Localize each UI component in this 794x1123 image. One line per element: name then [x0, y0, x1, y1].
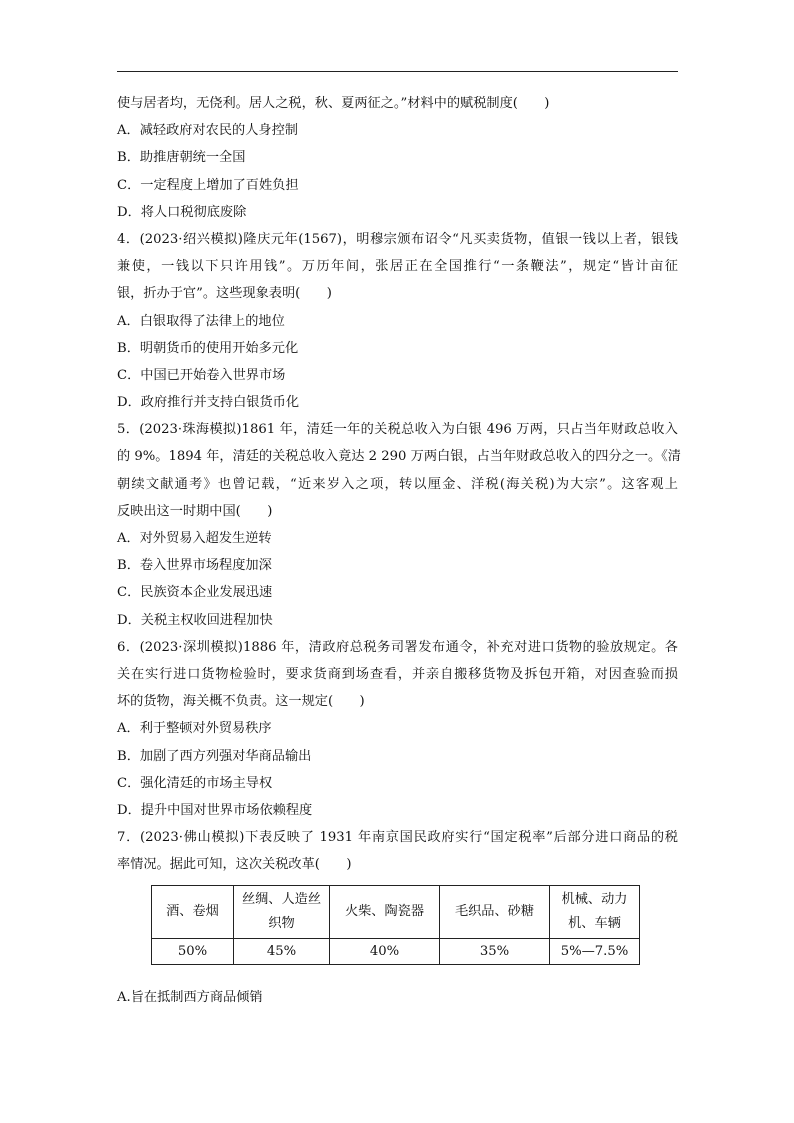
- question-4-stem: 银，折办于官”。这些现象表明( ): [117, 286, 332, 302]
- option-d: D．将人口税彻底废除: [117, 204, 247, 220]
- text-line: 使与居者均，无侥利。居人之税，秋、夏两征之。”材料中的赋税制度( ): [117, 96, 550, 111]
- option-a: A．白银取得了法律上的地位: [117, 313, 285, 329]
- table-header-cell: 酒、卷烟: [152, 886, 234, 939]
- table-header-cell: 丝绸、人造丝 织物: [234, 886, 330, 939]
- question-7-stem: 率情况。据此可知，这次关税改革( ): [117, 857, 352, 873]
- tariff-table-wrap: [151, 885, 678, 965]
- question-5-stem: 的 9%。1894 年，清廷的关税总收入竟达 2 290 万两白银，占当年财政总收入的四分之一。《清: [117, 449, 681, 465]
- table-header-cell: 火柴、陶瓷器: [330, 886, 440, 939]
- table-header-cell: 机械、动力 机、车辆: [550, 886, 640, 939]
- option-d: D．关税主权收回进程加快: [117, 612, 273, 628]
- question-6-stem: 6．(2023·深圳模拟)1886 年，清政府总税务司署发布通令，补充对进口货物的验放规定。各: [117, 639, 678, 655]
- option-c: C．一定程度上增加了百姓负担: [117, 177, 299, 193]
- option-b: B．明朝货币的使用开始多元化: [117, 340, 299, 356]
- header-rule: [117, 71, 678, 72]
- table-cell: 45%: [234, 939, 330, 965]
- option-a: A．减轻政府对农民的人身控制: [117, 123, 298, 139]
- table-header-row: [152, 886, 640, 939]
- table-row: [152, 939, 640, 965]
- question-6-stem: 关在实行进口货物检验时，要求货商到场查看，并亲自搬移货物及拆包开箱，对因查验而损: [117, 666, 678, 682]
- option-d: D．提升中国对世界市场依赖程度: [117, 802, 313, 818]
- question-4-stem: 4．(2023·绍兴模拟)隆庆元年(1567)，明穆宗颁布诏令“凡买卖货物，值银一钱以上者，银钱: [117, 231, 678, 247]
- page-content: [117, 93, 681, 1015]
- question-5-stem: 反映出这一时期中国( ): [117, 503, 273, 519]
- table-cell: 35%: [440, 939, 550, 965]
- option-b: B．助推唐朝统一全国: [117, 150, 246, 166]
- table-cell: 40%: [330, 939, 440, 965]
- option-a: A．对外贸易入超发生逆转: [117, 531, 272, 546]
- table-header-cell: 毛织品、砂糖: [440, 886, 550, 939]
- option-c: C．民族资本企业发展迅速: [117, 585, 273, 601]
- question-4-stem: 兼使，一钱以下只许用钱”。万历年间，张居正在全国推行“一条鞭法”，规定“皆计亩征: [117, 259, 678, 275]
- option-a: A．利于整顿对外贸易秩序: [117, 721, 272, 737]
- question-5-stem: 朝续文献通考》也曾记载，“近来岁入之项，转以厘金、洋税(海关税)为大宗”。这客观上: [117, 476, 678, 492]
- option-c: C．中国已开始卷入世界市场: [117, 367, 286, 383]
- question-5-stem: 5．(2023·珠海模拟)1861 年，清廷一年的关税总收入为白银 496 万两，只占当年财政总收入: [117, 422, 678, 438]
- question-6-stem: 坏的货物，海关概不负责。这一规定( ): [117, 694, 365, 710]
- option-d: D．政府推行并支持白银货币化: [117, 395, 300, 411]
- table-cell: 5%—7.5%: [550, 939, 640, 965]
- question-7-stem: 7．(2023·佛山模拟)下表反映了 1931 年南京国民政府实行“国定税率”后部分进口商品的税: [117, 830, 678, 846]
- option-b: B．卷入世界市场程度加深: [117, 558, 272, 574]
- option-c: C．强化清廷的市场主导权: [117, 775, 273, 791]
- table-cell: 50%: [152, 939, 234, 965]
- tariff-rate-table: [151, 885, 640, 965]
- option-a: A.旨在抵制西方商品倾销: [117, 990, 263, 1006]
- option-b: B．加剧了西方列强对华商品输出: [117, 748, 312, 764]
